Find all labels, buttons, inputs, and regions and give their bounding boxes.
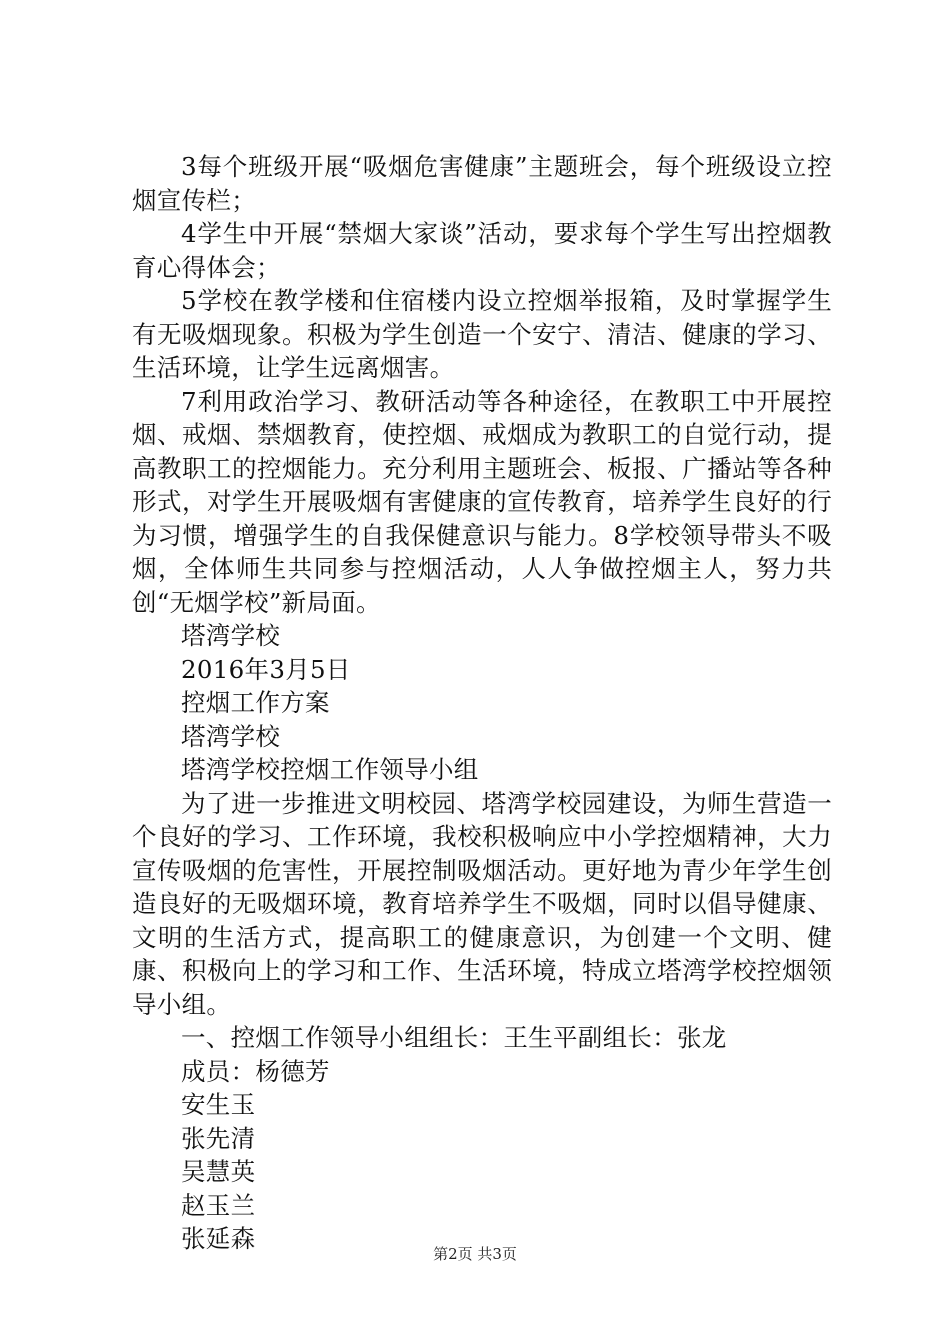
page-number: 第2页 共3页 — [433, 1245, 517, 1263]
member-name: 吴慧英 — [181, 1157, 256, 1186]
member-name: 安生玉 — [181, 1090, 256, 1119]
leadership-line: 一、控烟工作领导小组组长：王生平副组长：张龙 — [181, 1023, 727, 1052]
signature-school: 塔湾学校 — [181, 621, 281, 650]
page-footer — [0, 1244, 950, 1264]
paragraph-item-3: 3每个班级开展“吸烟危害健康”主题班会，每个班级设立控烟宣传栏； — [132, 152, 832, 215]
paragraph-item-4: 4学生中开展“禁烟大家谈”活动，要求每个学生写出控烟教育心得体会； — [132, 219, 832, 282]
member-name: 赵玉兰 — [181, 1190, 256, 1220]
plan-school: 塔湾学校 — [181, 721, 281, 751]
document-body — [132, 150, 832, 1256]
paragraph-item-5: 5学校在教学楼和住宿楼内设立控烟举报箱，及时掌握学生有无吸烟现象。积极为学生创造一个安宁、清洁、健康的学习、生活环境，让学生远离烟害。 — [132, 286, 832, 382]
plan-title: 控烟工作方案 — [181, 688, 330, 717]
member-name: 张先清 — [181, 1123, 256, 1153]
intro-paragraph: 为了进一步推进文明校园、塔湾学校园建设，为师生营造一个良好的学习、工作环境，我校积极响应中小学控烟精神，大力宣传吸烟的危害性，开展控制吸烟活动。更好地为青少年学生创造良好的无吸烟环境，教育培养学生不吸烟，同时以倡导健康、文明的生活方式，提高职工的健康意识，为创建一个文明、健康、积极向上的学习和工作、生活环境，特成立塔湾学校控烟领导小组。 — [132, 788, 832, 1019]
member-name: 张延森 — [181, 1224, 256, 1253]
signature-date: 2016年3月5日 — [181, 654, 351, 684]
group-title: 塔湾学校控烟工作领导小组 — [181, 755, 479, 784]
members-line: 成员：杨德芳 — [181, 1056, 330, 1086]
paragraph-item-7-8: 7利用政治学习、教研活动等各种途径，在教职工中开展控烟、戒烟、禁烟教育，使控烟、戒烟成为教职工的自觉行动，提高教职工的控烟能力。充分利用主题班会、板报、广播站等各种形式，对学生开展吸烟有害健康的宣传教育，培养学生良好的行为习惯，增强学生的自我保健意识与能力。8学校领导带头不吸烟，全体师生共同参与控烟活动，人人争做控烟主人，努力共创“无烟学校”新局面。 — [132, 386, 832, 617]
